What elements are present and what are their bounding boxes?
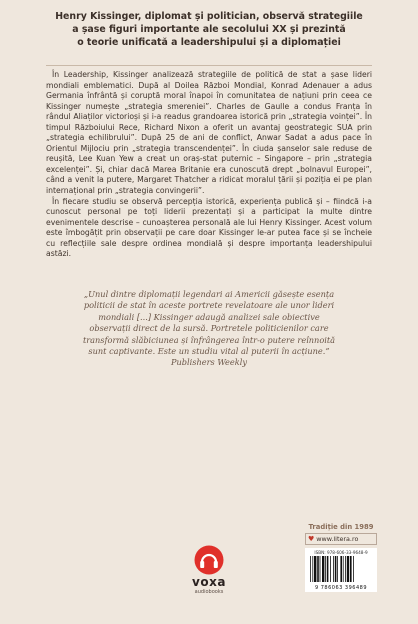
barcode [310, 556, 372, 582]
isbn: ISBN: 978-606-33-9648-9 [314, 550, 368, 555]
website-url: www.litera.ro [316, 535, 359, 543]
barcode-box [305, 548, 377, 592]
quote-source: Publishers Weekly [171, 357, 247, 368]
description-paragraph-1: În Leadership, Kissinger analizează strategiile de politică de stat a șase lideri mondiali emblematici. După al Doilea Război Mondial, Konrad Adenauer a adus Germania înfrântă și coruptă moral înapoi în comunitatea de națiuni prin ceea ce Kissinger numește „strategia smereniei”. Charles de Gaulle a condus Franța în rândul Aliaților victorioși și i-a readus grandoarea istorică prin „strategia voinței”. În timpul Războiului Rece, Richard Nixon a oferit un avantaj geostrategic SUA prin „strategia echilibrului”. După 25 de ani de conflict, Anwar Sadat a adus pace în Orientul Mijlociu prin „strategia transcendenței”. În ciuda șanselor sale reduse de reușită, Lee Kuan Yew a creat un oraș-stat puternic – Singapore – prin „strategia excelenței”. Și, chiar dacă Marea Britanie era cunoscută drept „bolnavul Europei”, când a venit la putere, Margaret Thatcher a ridicat moralul țării și poziția ei pe plan internațional prin „strategia convingerii”. [46, 70, 372, 196]
description-paragraph-2: În fiecare studiu se observă percepția istorică, experiența publică și – fiindcă i-a cunoscut personal pe toți liderii prezentați și a participat la multe dintre evenimentele descrise – cunoașterea personală ale lui Henry Kissinger. Acest volum este îmbogățit prin observații pe care doar Kissinger le-ar putea face și se încheie cu reflecțiile sale despre ordinea mondială și despre importanța leadershipului astăzi. [46, 196, 372, 259]
description [46, 70, 372, 260]
header-blurb [40, 10, 378, 50]
header-line-1: Henry Kissinger, diplomat și politician, observă strategiile [55, 11, 363, 22]
logo-subtitle: audiobooks [194, 589, 224, 595]
heart-icon: ♥ [308, 535, 315, 543]
headphones-icon [194, 545, 224, 575]
quote-text: „Unul dintre diplomații legendari ai Americii găsește esența politicii de stat în aceste portrete revelatoare ale unor lideri mondiali [...] Kissinger adaugă analizei sale obiective observații direct de la sursă. Portretele politicienilor care transformă slăbiciunea și înfrângerea într-o putere reînnoită sunt captivante. Este un studiu vital al puterii în acțiune.” [82, 289, 336, 357]
divider [46, 65, 372, 66]
publisher-logo [191, 545, 227, 595]
logo-name: voxa [192, 575, 226, 589]
tradition-label: Tradiție din 1989 [308, 523, 374, 531]
publisher-info [305, 523, 377, 592]
website-box [305, 533, 377, 545]
review-quote [78, 289, 340, 369]
header-line-2: a șase figuri importante ale secolului XX și prezintă [72, 24, 346, 36]
header-line-3: o teorie unificată a leadershipului și a diplomației [77, 37, 341, 49]
barcode-digits: 9 786063 396489 [314, 585, 368, 591]
